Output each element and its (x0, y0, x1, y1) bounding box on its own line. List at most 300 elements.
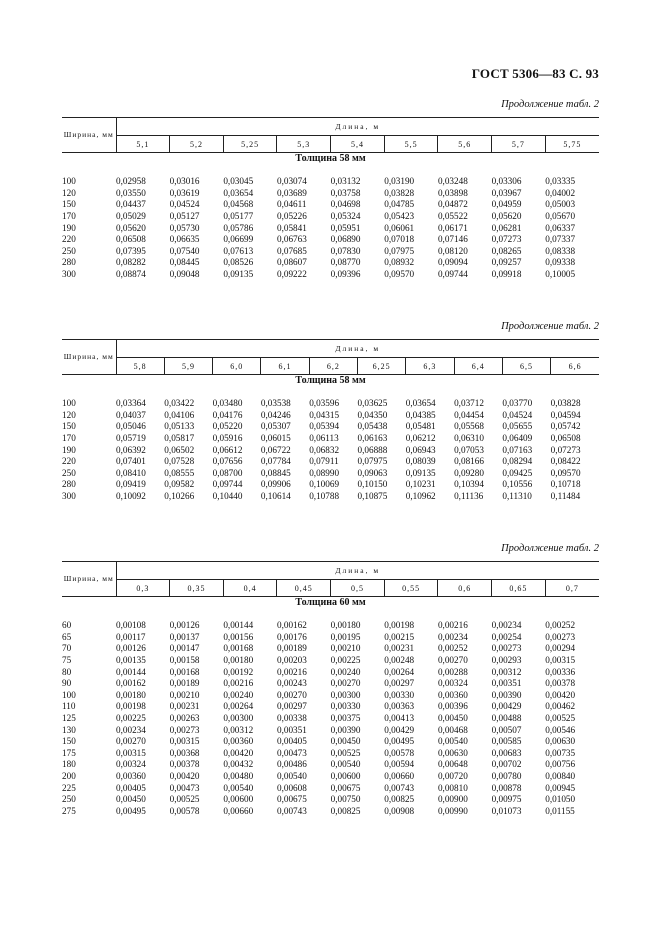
volume-value: 0,00420 (169, 770, 200, 781)
volume-value: 0,05438 (357, 421, 388, 432)
table-row (62, 794, 599, 806)
table-row (62, 433, 599, 445)
volume-value: 0,09744 (212, 479, 243, 490)
volume-value: 0,00315 (169, 736, 200, 747)
volume-value: 0,00263 (169, 712, 200, 723)
volume-table (62, 117, 599, 281)
volume-value: 0,08607 (276, 257, 307, 268)
volume-value: 0,10092 (116, 490, 146, 501)
table-row (62, 632, 599, 644)
volume-value: 0,06337 (545, 222, 576, 233)
volume-value: 0,03190 (384, 176, 415, 187)
volume-value: 0,08526 (223, 257, 254, 268)
volume-value: 0,08700 (212, 467, 243, 478)
volume-value: 0,00525 (545, 712, 576, 723)
volume-value: 0,00252 (437, 643, 468, 654)
volume-value: 0,07656 (212, 456, 243, 467)
volume-value: 0,00756 (545, 759, 576, 770)
volume-value: 0,00540 (223, 782, 254, 793)
volume-value: 0,00420 (545, 689, 576, 700)
table-block-2 (62, 321, 599, 503)
width-value: 175 (62, 747, 76, 758)
volume-value: 0,04524 (502, 409, 533, 420)
volume-value: 0,03654 (223, 187, 254, 198)
width-value: 60 (62, 620, 72, 631)
volume-value: 0,00608 (276, 782, 307, 793)
volume-value: 0,00473 (276, 747, 307, 758)
volume-value: 0,05029 (116, 210, 146, 221)
table-row (62, 491, 599, 503)
length-value: 5,6 (438, 136, 492, 153)
volume-value: 0,04785 (384, 199, 415, 210)
volume-value: 0,04872 (437, 199, 468, 210)
volume-value: 0,00405 (276, 736, 307, 747)
volume-value: 0,00540 (330, 759, 361, 770)
length-value: 5,1 (116, 136, 170, 153)
volume-value: 0,00540 (437, 736, 468, 747)
volume-value: 0,00546 (545, 724, 576, 735)
width-value: 150 (62, 421, 76, 432)
volume-value: 0,00525 (169, 794, 200, 805)
volume-value: 0,00312 (491, 666, 522, 677)
width-value: 90 (62, 678, 72, 689)
volume-value: 0,03619 (169, 187, 200, 198)
width-value: 220 (62, 234, 76, 245)
volume-value: 0,00300 (330, 689, 361, 700)
volume-value: 0,00198 (384, 620, 415, 631)
width-value: 200 (62, 770, 76, 781)
volume-value: 0,01073 (491, 805, 522, 816)
volume-value: 0,00648 (437, 759, 468, 770)
volume-value: 0,05655 (502, 421, 533, 432)
volume-value: 0,05177 (223, 210, 254, 221)
width-column-header: Ширина, мм (62, 340, 116, 375)
volume-value: 0,00507 (491, 724, 522, 735)
volume-value: 0,09906 (260, 479, 291, 490)
volume-value: 0,00600 (330, 770, 361, 781)
volume-value: 0,08265 (491, 245, 522, 256)
length-value: 6,6 (551, 358, 599, 375)
volume-value: 0,00240 (330, 666, 361, 677)
table-row (62, 188, 599, 200)
section-title: Толщина 60 мм (295, 597, 366, 608)
table-row (62, 806, 599, 818)
volume-value: 0,00660 (384, 770, 415, 781)
volume-value: 0,00144 (223, 620, 254, 631)
volume-value: 0,07401 (116, 456, 146, 467)
volume-value: 0,00945 (545, 782, 576, 793)
volume-value: 0,09425 (502, 467, 533, 478)
length-value: 0,45 (277, 580, 331, 597)
table-row (62, 410, 599, 422)
volume-value: 0,08166 (454, 456, 484, 467)
volume-value: 0,05003 (545, 199, 576, 210)
length-value: 5,3 (277, 136, 331, 153)
volume-value: 0,03828 (384, 187, 415, 198)
length-value: 6,3 (406, 358, 454, 375)
length-value: 6,25 (357, 358, 405, 375)
volume-value: 0,03364 (116, 398, 146, 409)
volume-value: 0,10231 (405, 479, 436, 490)
volume-value: 0,00702 (491, 759, 522, 770)
length-value: 6,5 (502, 358, 550, 375)
volume-value: 0,07975 (357, 456, 388, 467)
volume-value: 0,04176 (212, 409, 243, 420)
volume-value: 0,07395 (116, 245, 146, 256)
table-row (62, 643, 599, 655)
volume-value: 0,00210 (330, 643, 361, 654)
volume-value: 0,00147 (169, 643, 200, 654)
volume-value: 0,00156 (223, 631, 254, 642)
volume-value: 0,00234 (116, 724, 146, 735)
width-value: 300 (62, 268, 76, 279)
length-value: 6,1 (261, 358, 309, 375)
volume-value: 0,00254 (491, 631, 522, 642)
length-value: 6,0 (213, 358, 261, 375)
volume-value: 0,00252 (545, 620, 576, 631)
volume-value: 0,05620 (491, 210, 522, 221)
volume-value: 0,08845 (260, 467, 291, 478)
volume-value: 0,00216 (276, 666, 307, 677)
table-row (62, 771, 599, 783)
table-row (62, 223, 599, 235)
table-row (62, 667, 599, 679)
volume-value: 0,03335 (545, 176, 576, 187)
spacer (62, 387, 599, 399)
length-value: 5,25 (223, 136, 277, 153)
volume-value: 0,00540 (276, 770, 307, 781)
volume-value: 0,08039 (405, 456, 436, 467)
length-value: 0,3 (116, 580, 170, 597)
volume-value: 0,10718 (550, 479, 581, 490)
length-value: 0,55 (384, 580, 438, 597)
width-value: 70 (62, 643, 72, 654)
volume-value: 0,04594 (550, 409, 581, 420)
volume-value: 0,00137 (169, 631, 200, 642)
volume-value: 0,00780 (491, 770, 522, 781)
header-row (62, 118, 599, 136)
spacer-row (62, 165, 599, 177)
volume-value: 0,00630 (545, 736, 576, 747)
volume-value: 0,00231 (384, 643, 415, 654)
volume-value: 0,06281 (491, 222, 522, 233)
volume-value: 0,05127 (169, 210, 200, 221)
volume-value: 0,00264 (223, 701, 254, 712)
volume-value: 0,00462 (545, 701, 576, 712)
volume-value: 0,09048 (169, 268, 200, 279)
volume-value: 0,09570 (384, 268, 415, 279)
volume-value: 0,08338 (545, 245, 576, 256)
volume-value: 0,00495 (384, 736, 415, 747)
volume-value: 0,00324 (437, 678, 468, 689)
table-row (62, 748, 599, 760)
width-value: 225 (62, 782, 76, 793)
volume-value: 0,00270 (116, 736, 146, 747)
length-value: 5,5 (384, 136, 438, 153)
volume-value: 0,10440 (212, 490, 243, 501)
table-row (62, 655, 599, 667)
volume-value: 0,03898 (437, 187, 468, 198)
volume-value: 0,09257 (491, 257, 522, 268)
volume-value: 0,00630 (437, 747, 468, 758)
volume-value: 0,00390 (330, 724, 361, 735)
width-value: 220 (62, 456, 76, 467)
volume-value: 0,04959 (491, 199, 522, 210)
volume-value: 0,00180 (223, 654, 254, 665)
length-header: Длина, м (116, 562, 599, 580)
volume-value: 0,03967 (491, 187, 522, 198)
volume-value: 0,00180 (330, 620, 361, 631)
volume-value: 0,00117 (116, 631, 146, 642)
length-value: 5,9 (164, 358, 212, 375)
table-row (62, 234, 599, 246)
volume-value: 0,00840 (545, 770, 576, 781)
volume-value: 0,07830 (330, 245, 361, 256)
width-value: 100 (62, 398, 76, 409)
volume-value: 0,00162 (276, 620, 307, 631)
volume-value: 0,04524 (169, 199, 200, 210)
volume-value: 0,00420 (223, 747, 254, 758)
volume-value: 0,06113 (309, 432, 339, 443)
width-value: 80 (62, 666, 72, 677)
table-row (62, 211, 599, 223)
volume-value: 0,08874 (116, 268, 146, 279)
length-value: 0,65 (492, 580, 546, 597)
volume-value: 0,00468 (437, 724, 468, 735)
volume-value: 0,00243 (276, 678, 307, 689)
volume-value: 0,06763 (276, 234, 307, 245)
volume-value: 0,09918 (491, 268, 522, 279)
table-row (62, 690, 599, 702)
volume-value: 0,00144 (116, 666, 146, 677)
width-column-header: Ширина, мм (62, 562, 116, 597)
volume-value: 0,04246 (260, 409, 291, 420)
volume-value: 0,00240 (223, 689, 254, 700)
length-value: 5,75 (545, 136, 599, 153)
volume-value: 0,11484 (550, 490, 581, 501)
volume-value: 0,05046 (116, 421, 146, 432)
table-block-3 (62, 543, 599, 817)
volume-value: 0,06508 (550, 432, 581, 443)
width-value: 190 (62, 444, 76, 455)
table-row (62, 176, 599, 188)
volume-value: 0,08445 (169, 257, 200, 268)
width-value: 130 (62, 724, 76, 735)
volume-value: 0,06409 (502, 432, 533, 443)
volume-value: 0,00234 (437, 631, 468, 642)
volume-value: 0,00273 (491, 643, 522, 654)
section-title: Толщина 58 мм (295, 375, 366, 386)
volume-value: 0,00878 (491, 782, 522, 793)
volume-value: 0,00351 (491, 678, 522, 689)
volume-value: 0,06508 (116, 234, 146, 245)
volume-value: 0,00294 (545, 643, 576, 654)
volume-value: 0,00180 (116, 689, 146, 700)
volume-value: 0,09063 (357, 467, 388, 478)
volume-value: 0,04698 (330, 199, 361, 210)
volume-value: 0,04315 (309, 409, 340, 420)
table-row (62, 678, 599, 690)
length-value: 0,35 (170, 580, 224, 597)
volume-value: 0,00486 (276, 759, 307, 770)
volume-value: 0,00450 (330, 736, 361, 747)
volume-value: 0,04454 (454, 409, 484, 420)
volume-value: 0,04568 (223, 199, 254, 210)
volume-value: 0,00324 (116, 759, 146, 770)
volume-value: 0,08932 (384, 257, 415, 268)
volume-value: 0,06635 (169, 234, 200, 245)
volume-value: 0,02958 (116, 176, 146, 187)
volume-value: 0,06943 (405, 444, 436, 455)
width-value: 120 (62, 409, 76, 420)
volume-value: 0,08990 (309, 467, 340, 478)
volume-value: 0,03248 (437, 176, 468, 187)
table-row (62, 445, 599, 457)
volume-value: 0,08410 (116, 467, 146, 478)
volume-value: 0,00315 (545, 654, 576, 665)
volume-value: 0,00450 (437, 712, 468, 723)
volume-value: 0,03625 (357, 398, 388, 409)
volume-value: 0,00293 (491, 654, 522, 665)
width-value: 150 (62, 736, 76, 747)
volume-value: 0,00743 (384, 782, 415, 793)
volume-value: 0,06061 (384, 222, 415, 233)
table-row (62, 479, 599, 491)
volume-value: 0,00234 (491, 620, 522, 631)
spacer (62, 165, 599, 177)
volume-value: 0,00203 (276, 654, 307, 665)
volume-value: 0,00192 (223, 666, 254, 677)
table-row (62, 468, 599, 480)
volume-value: 0,05719 (116, 432, 146, 443)
volume-value: 0,00198 (116, 701, 146, 712)
volume-value: 0,04437 (116, 199, 146, 210)
volume-value: 0,09094 (437, 257, 468, 268)
width-value: 250 (62, 467, 76, 478)
volume-value: 0,03306 (491, 176, 522, 187)
width-value: 280 (62, 257, 76, 268)
table-row (62, 725, 599, 737)
volume-value: 0,00429 (384, 724, 415, 735)
page-header: ГОСТ 5306—83 С. 93 (471, 66, 599, 81)
header-row (62, 340, 599, 358)
table-row (62, 736, 599, 748)
volume-value: 0,00735 (545, 747, 576, 758)
volume-value: 0,09222 (276, 268, 307, 279)
volume-value: 0,08422 (550, 456, 581, 467)
volume-value: 0,00162 (116, 678, 146, 689)
volume-value: 0,01050 (545, 794, 576, 805)
volume-value: 0,07685 (276, 245, 307, 256)
volume-value: 0,00375 (330, 712, 361, 723)
volume-value: 0,07911 (309, 456, 339, 467)
volume-value: 0,10962 (405, 490, 436, 501)
volume-value: 0,00330 (384, 689, 415, 700)
volume-value: 0,05220 (212, 421, 243, 432)
table-row (62, 269, 599, 281)
volume-value: 0,00675 (276, 794, 307, 805)
volume-value: 0,00312 (223, 724, 254, 735)
table-row (62, 199, 599, 211)
volume-value: 0,07337 (545, 234, 576, 245)
continuation-label: Продолжение табл. 2 (501, 99, 599, 110)
volume-value: 0,00825 (330, 805, 361, 816)
volume-value: 0,09570 (550, 467, 581, 478)
width-value: 65 (62, 631, 72, 642)
volume-value: 0,06888 (357, 444, 388, 455)
table-row (62, 246, 599, 258)
volume-value: 0,00225 (116, 712, 146, 723)
spacer (62, 609, 599, 621)
volume-value: 0,00135 (116, 654, 146, 665)
volume-value: 0,07146 (437, 234, 468, 245)
table-row (62, 759, 599, 771)
volume-value: 0,00300 (223, 712, 254, 723)
volume-value: 0,08282 (116, 257, 146, 268)
volume-value: 0,05670 (545, 210, 576, 221)
volume-value: 0,03016 (169, 176, 200, 187)
table-block-1 (62, 99, 599, 281)
volume-table (62, 561, 599, 817)
volume-value: 0,08294 (502, 456, 533, 467)
volume-value: 0,00743 (276, 805, 307, 816)
volume-value: 0,05522 (437, 210, 468, 221)
length-value: 5,8 (116, 358, 164, 375)
volume-value: 0,00810 (437, 782, 468, 793)
volume-value: 0,03689 (276, 187, 307, 198)
volume-value: 0,00158 (169, 654, 200, 665)
volume-value: 0,04106 (164, 409, 195, 420)
volume-value: 0,00189 (276, 643, 307, 654)
volume-value: 0,07163 (502, 444, 533, 455)
volume-value: 0,00396 (437, 701, 468, 712)
volume-value: 0,06890 (330, 234, 361, 245)
volume-value: 0,00495 (116, 805, 146, 816)
volume-value: 0,06612 (212, 444, 243, 455)
length-values-row (62, 136, 599, 153)
table-row (62, 456, 599, 468)
volume-value: 0,00450 (116, 794, 146, 805)
volume-value: 0,05916 (212, 432, 243, 443)
volume-value: 0,00675 (330, 782, 361, 793)
volume-value: 0,00360 (223, 736, 254, 747)
volume-value: 0,00900 (437, 794, 468, 805)
table-row (62, 398, 599, 410)
volume-value: 0,09135 (223, 268, 254, 279)
section-row (62, 375, 599, 387)
width-column-header: Ширина, мм (62, 118, 116, 153)
volume-value: 0,04350 (357, 409, 388, 420)
volume-value: 0,00750 (330, 794, 361, 805)
volume-value: 0,03770 (502, 398, 533, 409)
volume-value: 0,06699 (223, 234, 254, 245)
volume-value: 0,05226 (276, 210, 307, 221)
volume-value: 0,05133 (164, 421, 195, 432)
volume-value: 0,10150 (357, 479, 388, 490)
volume-value: 0,00168 (223, 643, 254, 654)
volume-value: 0,00368 (169, 747, 200, 758)
volume-value: 0,00578 (169, 805, 200, 816)
volume-value: 0,05951 (330, 222, 361, 233)
volume-value: 0,07784 (260, 456, 291, 467)
volume-value: 0,00248 (384, 654, 415, 665)
table-row (62, 783, 599, 795)
volume-value: 0,06392 (116, 444, 146, 455)
volume-value: 0,10788 (309, 490, 340, 501)
table-row (62, 257, 599, 269)
volume-value: 0,00908 (384, 805, 415, 816)
length-values-row (62, 580, 599, 597)
